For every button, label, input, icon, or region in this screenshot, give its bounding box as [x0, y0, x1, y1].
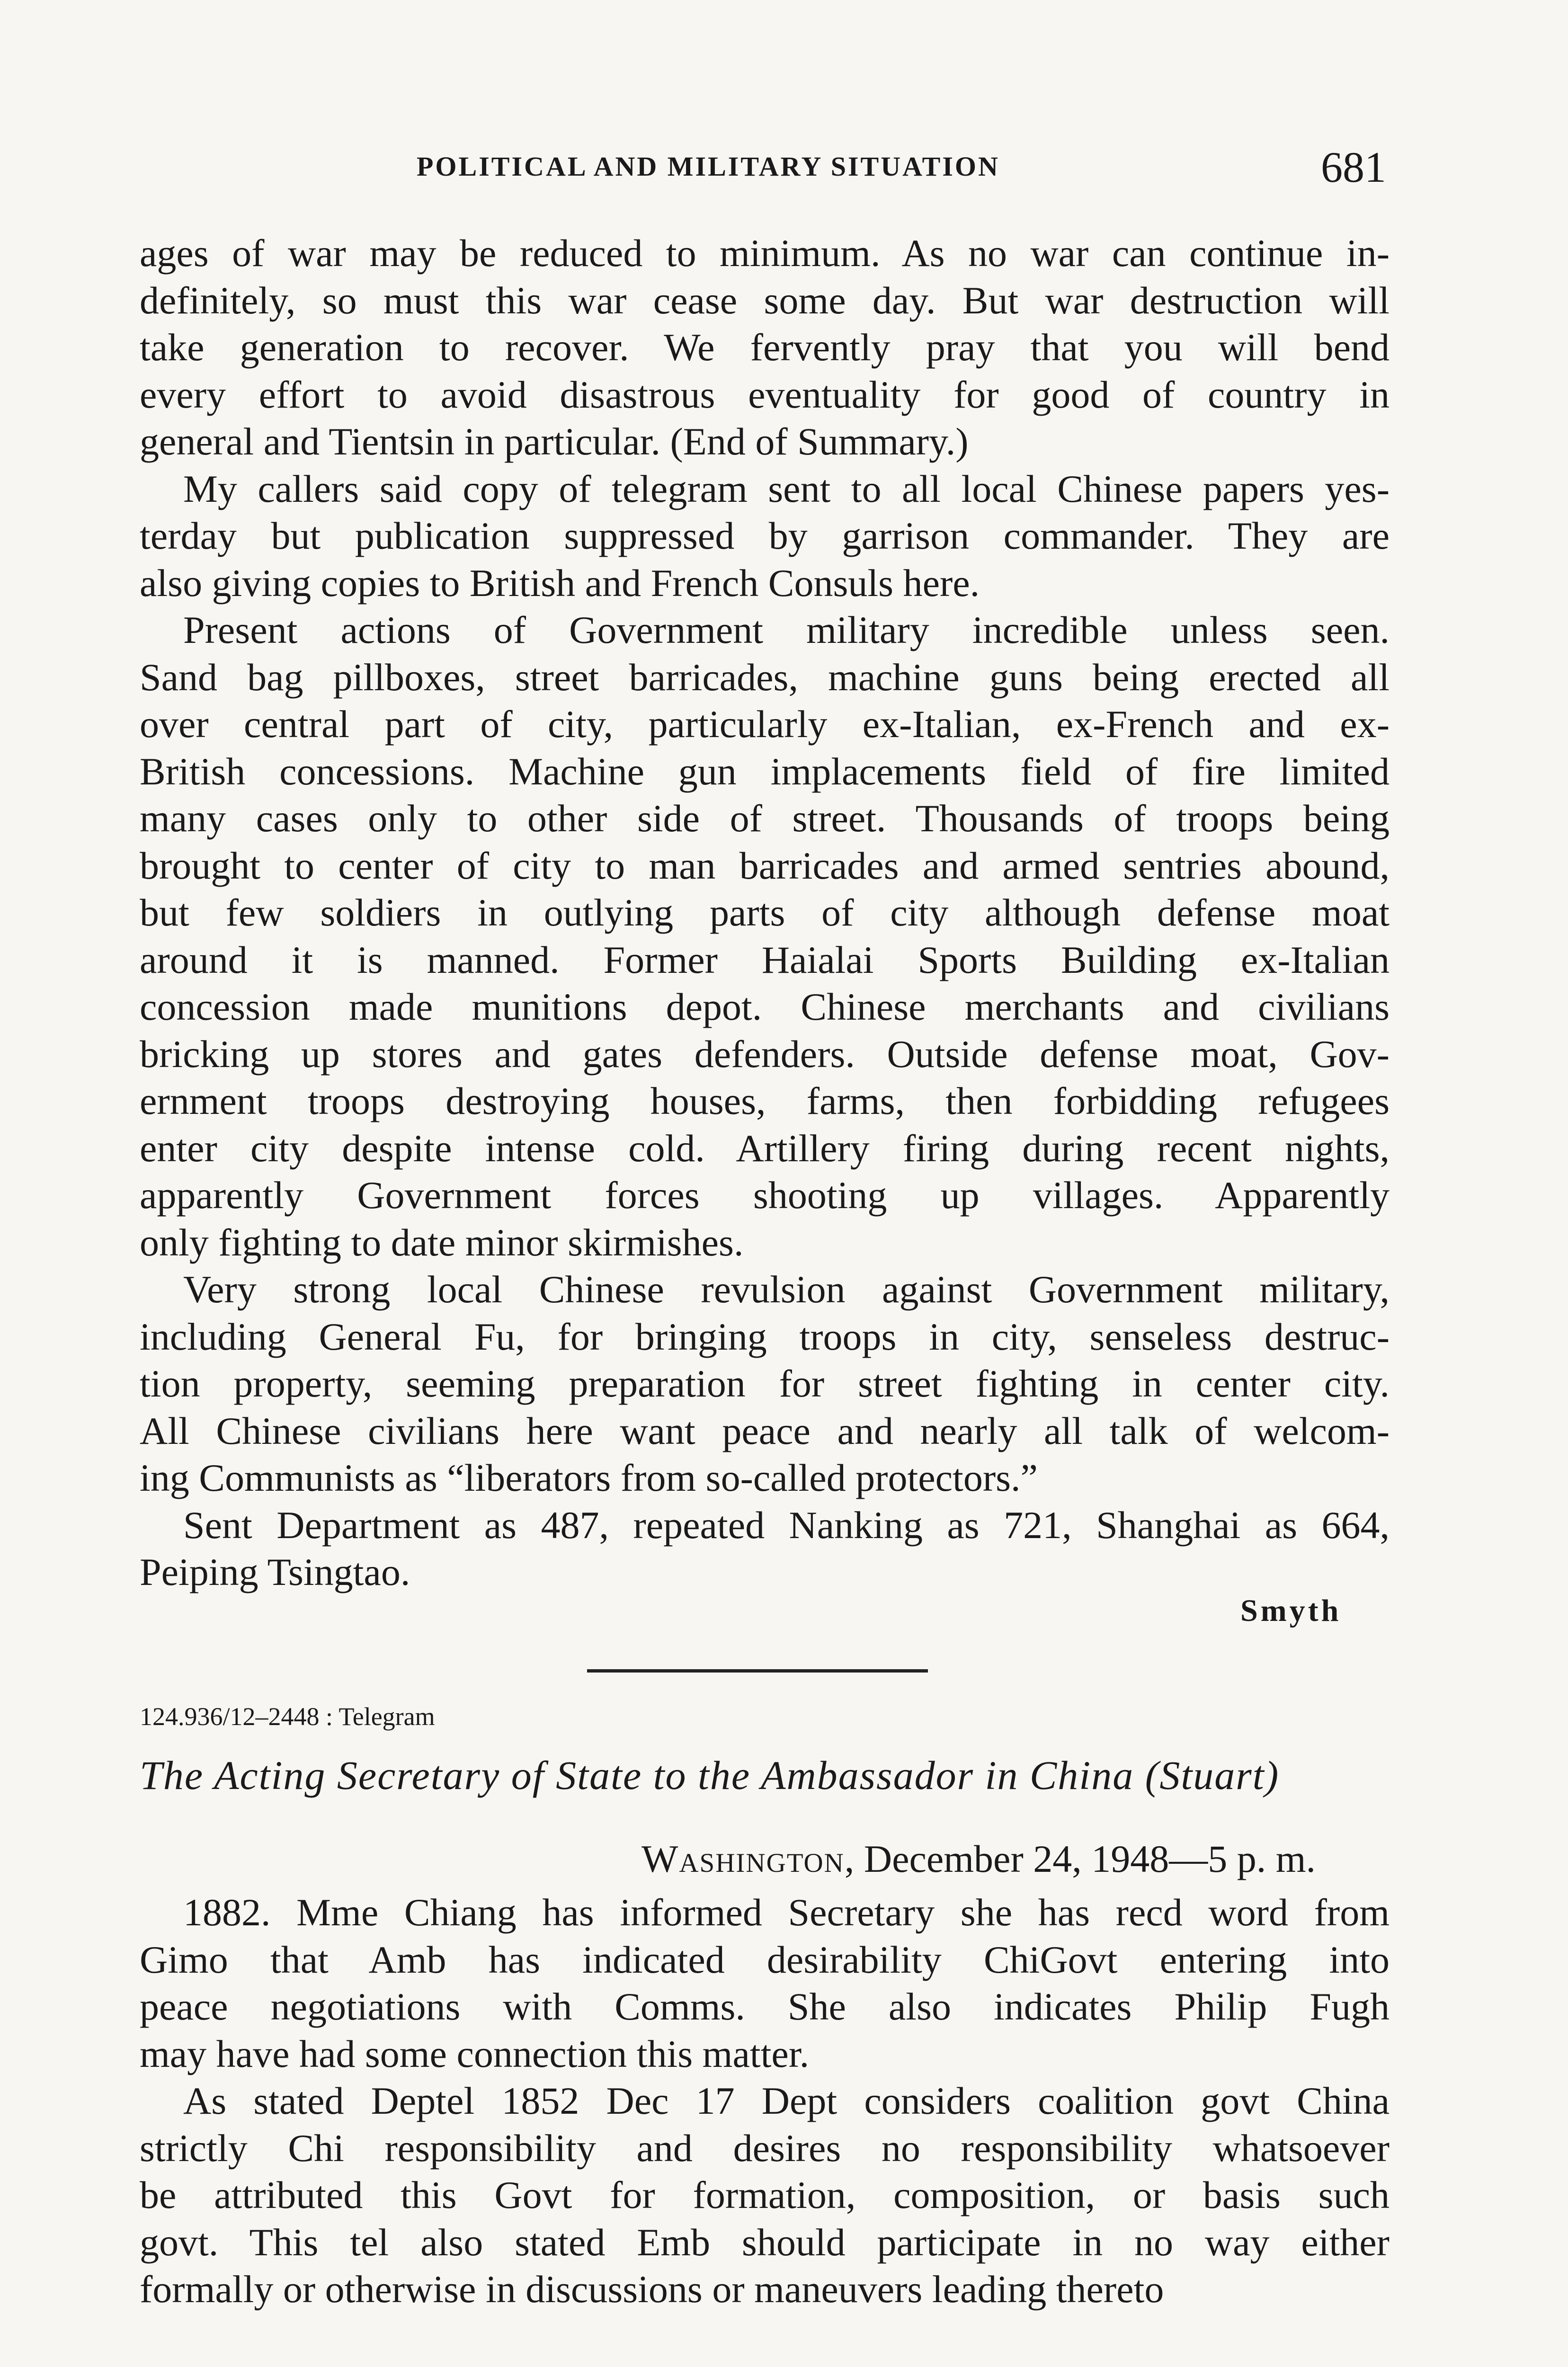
text-line: around it is manned. Former Haialai Sports Building ex-Italian [140, 938, 1390, 981]
text-line: enter city despite intense cold. Artillery firing during recent nights, [140, 1126, 1390, 1170]
text-line: tion property, seeming preparation for street fighting in center city. [140, 1362, 1390, 1405]
text-line: take generation to recover. We fervently pray that you will bend [140, 326, 1390, 369]
paragraph-2 [140, 465, 1390, 607]
section-divider [587, 1669, 928, 1673]
dateline-place: Washington [641, 1837, 845, 1880]
text-line: general and Tientsin in particular. (End of Summary.) [140, 420, 969, 463]
paragraph-5 [140, 1502, 1390, 1596]
text-line: All Chinese civilians here want peace and nearly all talk of welcom- [140, 1409, 1390, 1452]
text-line: Very strong local Chinese revulsion against Government military, [183, 1268, 1390, 1311]
text-line: concession made munitions depot. Chinese merchants and civilians [140, 985, 1390, 1028]
text-line: peace negotiations with Comms. She also indicates Philip Fugh [140, 1985, 1390, 2028]
text-line: formally or otherwise in discussions or maneuvers leading thereto [140, 2268, 1164, 2311]
text-line: including General Fu, for bringing troops in city, senseless destruc- [140, 1315, 1390, 1358]
text-line: govt. This tel also stated Emb should participate in no way either [140, 2220, 1390, 2264]
paragraph-7 [140, 2077, 1390, 2313]
page-header [0, 142, 1568, 199]
telegram-continuation [140, 230, 1390, 1596]
text-line: also giving copies to British and French Consuls here. [140, 561, 980, 605]
text-line: 1882. Mme Chiang has informed Secretary she has recd word from [183, 1891, 1390, 1934]
text-line: terday but publication suppressed by garrison commander. They are [140, 514, 1390, 557]
text-line: ing Communists as “liberators from so-called protectors.” [140, 1456, 1038, 1499]
paragraph-6 [140, 1889, 1390, 2077]
file-reference: 124.936/12–2448 : Telegram [140, 1702, 435, 1731]
text-line: apparently Government forces shooting up villages. Apparently [140, 1174, 1390, 1217]
text-line: British concessions. Machine gun implacements field of fire limited [140, 749, 1390, 793]
text-line: Peiping Tsingtao. [140, 1550, 410, 1593]
paragraph-1 [140, 230, 1390, 465]
text-line: may have had some connection this matter. [140, 2032, 810, 2075]
document-title: The Acting Secretary of State to the Ambassador in China (Stuart) [140, 1753, 1280, 1798]
running-head: POLITICAL AND MILITARY SITUATION [417, 151, 1000, 182]
dateline [641, 1837, 1316, 1881]
text-line: many cases only to other side of street. Thousands of troops being [140, 797, 1390, 840]
paragraph-4 [140, 1266, 1390, 1502]
text-line: Present actions of Government military incredible unless seen. [183, 608, 1390, 651]
text-line: definitely, so must this war cease some day. But war destruction will [140, 278, 1390, 322]
text-line: Gimo that Amb has indicated desirability ChiGovt entering into [140, 1938, 1390, 1981]
telegram-body [140, 1889, 1390, 2313]
signature: Smyth [1240, 1593, 1342, 1628]
text-line: As stated Deptel 1852 Dec 17 Dept considers coalition govt China [183, 2079, 1390, 2122]
text-line: ages of war may be reduced to minimum. As no war can continue in- [140, 231, 1390, 275]
text-line: Sand bag pillboxes, street barricades, machine guns being erected all [140, 655, 1390, 699]
text-line: but few soldiers in outlying parts of city although defense moat [140, 891, 1390, 934]
text-line: bricking up stores and gates defenders. Outside defense moat, Gov- [140, 1032, 1390, 1076]
text-line: strictly Chi responsibility and desires no responsibility whatsoever [140, 2126, 1390, 2170]
text-line: be attributed this Govt for formation, composition, or basis such [140, 2173, 1390, 2216]
text-line: My callers said copy of telegram sent to all local Chinese papers yes- [183, 467, 1390, 510]
text-line: over central part of city, particularly ex-Italian, ex-French and ex- [140, 703, 1390, 746]
paragraph-3 [140, 606, 1390, 1266]
text-line: only fighting to date minor skirmishes. [140, 1220, 744, 1264]
page-number: 681 [1321, 143, 1386, 191]
text-line: ernment troops destroying houses, farms, then forbidding refugees [140, 1079, 1390, 1122]
text-line: Sent Department as 487, repeated Nanking as 721, Shanghai as 664, [183, 1503, 1390, 1547]
dateline-date: , December 24, 1948—5 p. m. [844, 1837, 1316, 1880]
text-line: every effort to avoid disastrous eventuality for good of country in [140, 373, 1390, 416]
text-line: brought to center of city to man barricades and armed sentries abound, [140, 844, 1390, 887]
